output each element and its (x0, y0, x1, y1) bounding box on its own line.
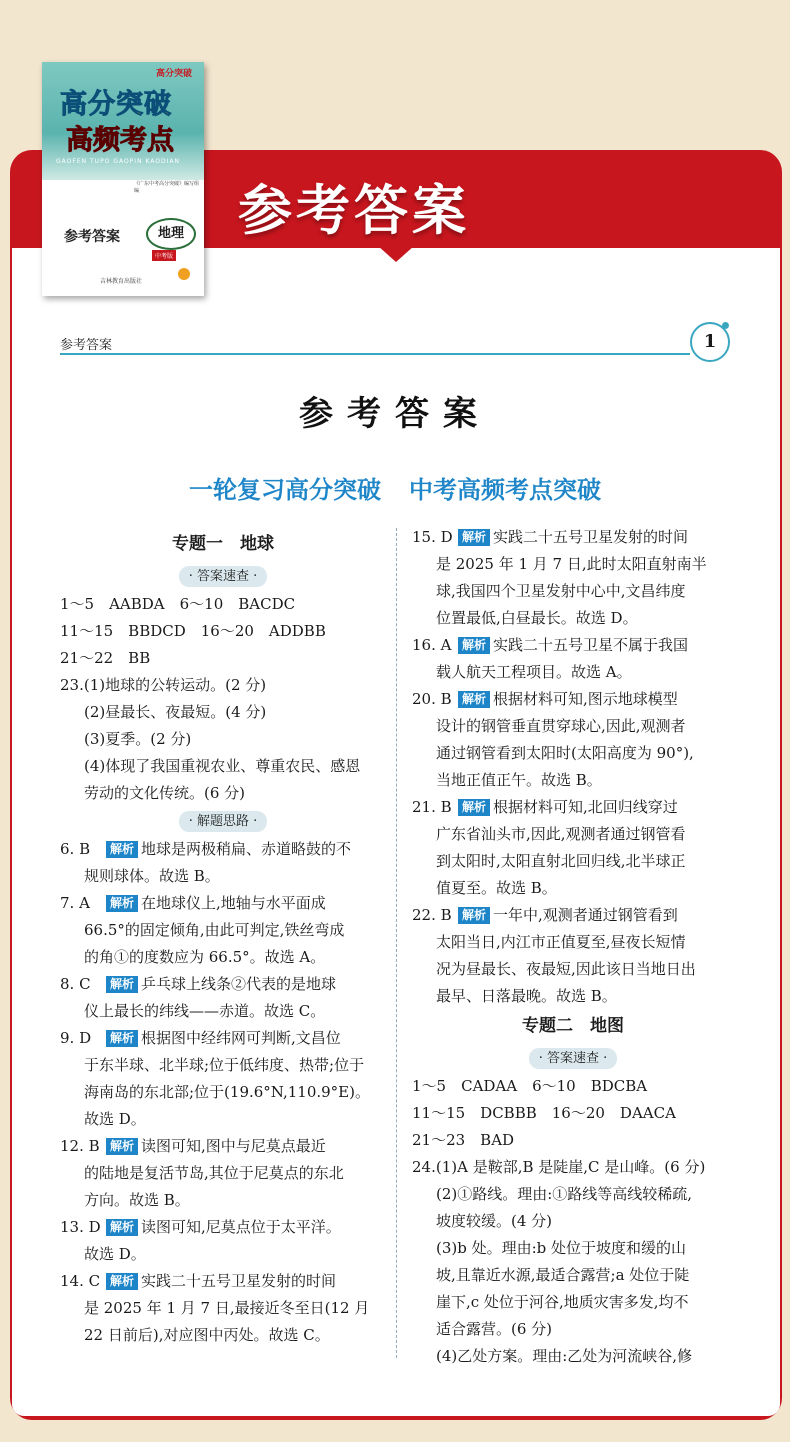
cover-editor: 《广东中考高分突破》编写组 编 (134, 181, 200, 194)
analysis-tag: 解析 (106, 841, 138, 858)
explanation-first-line (60, 1214, 386, 1241)
analysis-tag: 解析 (106, 1138, 138, 1155)
explanation-text: 设计的钢管垂直贯穿球心,因此,观测者 (436, 717, 686, 735)
explanation-first-line (412, 632, 734, 659)
explanation-item (412, 794, 734, 902)
explanation-first-line (60, 1133, 386, 1160)
page-dot-icon (722, 322, 729, 329)
question-number: 9. D (60, 1029, 92, 1047)
cover-seal-icon (178, 268, 190, 280)
explanation-text: 太阳当日,内江市正值夏至,昼夜长短情 (436, 933, 686, 951)
explanation-text: 在地球仪上,地轴与水平面成 (141, 894, 326, 912)
quick-answer-line: 1～5 AABDA 6～10 BACDC (60, 595, 296, 613)
answer-text: (2)昼最长、夜最短。(4 分) (84, 703, 267, 721)
cover-answer-label: 参考答案 (64, 229, 120, 245)
question-number: 20. B (412, 690, 452, 708)
explanation-text: 通过钢管看到太阳时(太阳高度为 90°), (436, 744, 694, 762)
explanation-text: 况为昼最长、夜最短,因此该日当地日出 (436, 960, 696, 978)
explanation-text: 66.5°的固定倾角,由此可判定,铁丝弯成 (84, 921, 345, 939)
explanation-text: 读图可知,尼莫点位于太平洋。 (141, 1218, 341, 1236)
explanation-text: 载人航天工程项目。故选 A。 (436, 663, 632, 681)
explanation-text: 实践二十五号卫星不属于我国 (493, 636, 689, 654)
explanation-text: 故选 D。 (84, 1110, 146, 1128)
page-title: 参考答案 (299, 394, 491, 434)
answer-text: (2)①路线。理由:①路线等高线较稀疏, (436, 1185, 693, 1203)
explanation-text: 根据图中经纬网可判断,文昌位 (141, 1029, 341, 1047)
question-number: 23. (60, 676, 84, 694)
question-number: 16. A (412, 636, 452, 654)
subtitle (0, 470, 790, 505)
explanation-text: 当地正值正午。故选 B。 (436, 771, 602, 789)
quick-answer-line: 21～23 BAD (412, 1131, 515, 1149)
answer-text: (4)体现了我国重视农业、尊重农民、感恩 (84, 757, 361, 775)
analysis-tag: 解析 (458, 799, 490, 816)
right-column (412, 524, 734, 1370)
question-number: 6. B (60, 840, 91, 858)
explanation-text: 到太阳时,太阳直射北回归线,北半球正 (436, 852, 686, 870)
quick-answer-line: 1～5 CADAA 6～10 BDCBA (412, 1077, 648, 1095)
question-number: 21. B (412, 798, 452, 816)
explanation-text: 读图可知,图中与尼莫点最近 (141, 1137, 326, 1155)
explanation-text: 根据材料可知,北回归线穿过 (493, 798, 678, 816)
quick-answer-line: 21～22 BB (60, 649, 151, 667)
explanation-text: 实践二十五号卫星发射的时间 (141, 1272, 337, 1290)
cover-edition: 中考版 (152, 250, 176, 261)
question-number: 22. B (412, 906, 452, 924)
analysis-tag: 解析 (458, 691, 490, 708)
question-23 (60, 672, 386, 699)
answer-text: 坡度较缓。(4 分) (436, 1212, 553, 1230)
section-title: 专题一 地球 (172, 534, 274, 554)
explanation-text: 是 2025 年 1 月 7 日,此时太阳直射南半 (436, 555, 707, 573)
explanation-text: 最早、日落最晚。故选 B。 (436, 987, 617, 1005)
explanation-list (60, 836, 386, 1349)
answer-text: (1)地球的公转运动。(2 分) (83, 676, 267, 694)
explanation-item (60, 1214, 386, 1268)
badge-solution-ideas: · 解题思路 · (179, 811, 268, 832)
answer-text: 崖下,c 处位于河谷,地质灾害多发,均不 (436, 1293, 689, 1311)
explanation-text: 球,我国四个卫星发射中心中,文昌纬度 (436, 582, 686, 600)
explanation-first-line (60, 971, 386, 998)
answer-text: 劳动的文化传统。(6 分) (84, 784, 246, 802)
analysis-tag: 解析 (106, 976, 138, 993)
cover-title-line1: 高分突破 (60, 89, 172, 120)
section-title: 专题二 地图 (522, 1016, 624, 1036)
question-24 (412, 1154, 734, 1181)
analysis-tag: 解析 (458, 637, 490, 654)
explanation-item (412, 902, 734, 1010)
subtitle-left: 一轮复习高分突破 (189, 476, 381, 504)
analysis-tag: 解析 (458, 907, 490, 924)
cover-subject: 地理 (146, 218, 196, 250)
explanation-text: 位置最低,白昼最长。故选 D。 (436, 609, 638, 627)
question-number: 7. A (60, 894, 90, 912)
explanation-item (60, 1268, 386, 1349)
explanation-item (60, 1025, 386, 1133)
question-number: 8. C (60, 975, 91, 993)
subtitle-right: 中考高频考点突破 (409, 476, 601, 504)
question-number: 13. D (60, 1218, 101, 1236)
explanation-text: 是 2025 年 1 月 7 日,最接近冬至日(12 月 (84, 1299, 370, 1317)
answer-text: 坡,且靠近水源,最适合露营;a 处位于陡 (436, 1266, 690, 1284)
page-number: 1 (690, 322, 730, 362)
answer-text: 适合露营。(6 分) (436, 1320, 553, 1338)
analysis-tag: 解析 (106, 1273, 138, 1290)
question-number: 15. D (412, 528, 453, 546)
explanation-text: 一年中,观测者通过钢管看到 (493, 906, 678, 924)
explanation-first-line (412, 794, 734, 821)
explanation-text: 的角①的度数应为 66.5°。故选 A。 (84, 948, 326, 966)
explanation-text: 乒乓球上线条②代表的是地球 (141, 975, 337, 993)
explanation-item (412, 686, 734, 794)
explanation-text: 根据材料可知,图示地球模型 (493, 690, 678, 708)
book-cover (42, 62, 204, 296)
explanation-list (412, 524, 734, 1010)
answer-text: (3)b 处。理由:b 处位于坡度和缓的山 (436, 1239, 687, 1257)
banner-title: 参考答案 (238, 179, 470, 242)
explanation-text: 海南岛的东北部;位于(19.6°N,110.9°E)。 (84, 1083, 370, 1101)
explanation-text: 值夏至。故选 B。 (436, 879, 557, 897)
explanation-item (60, 971, 386, 1025)
analysis-tag: 解析 (458, 529, 490, 546)
explanation-item (412, 632, 734, 686)
running-header: 参考答案 (60, 338, 113, 353)
explanation-first-line (60, 1025, 386, 1052)
analysis-tag: 解析 (106, 1219, 138, 1236)
answer-text: (1)A 是鞍部,B 是陡崖,C 是山峰。(6 分) (435, 1158, 706, 1176)
quick-answer-line: 11～15 DCBBB 16～20 DAACA (412, 1104, 676, 1122)
explanation-text: 实践二十五号卫星发射的时间 (493, 528, 689, 546)
quick-answer-line: 11～15 BBDCD 16～20 ADDBB (60, 622, 326, 640)
explanation-text: 故选 D。 (84, 1245, 146, 1263)
explanation-text: 于东半球、北半球;位于低纬度、热带;位于 (84, 1056, 365, 1074)
answer-text: (4)乙处方案。理由:乙处为河流峡谷,修 (436, 1347, 693, 1365)
cover-press: 吉林教育出版社 (100, 278, 143, 285)
badge-quick-answers: · 答案速查 · (529, 1048, 618, 1069)
cover-logo: 高分突破 (156, 69, 193, 79)
explanation-text: 方向。故选 B。 (84, 1191, 190, 1209)
question-number: 24. (412, 1158, 436, 1176)
explanation-first-line (60, 1268, 386, 1295)
explanation-text: 规则球体。故选 B。 (84, 867, 220, 885)
analysis-tag: 解析 (106, 1030, 138, 1047)
explanation-item (60, 1133, 386, 1214)
explanation-first-line (60, 836, 386, 863)
explanation-text: 22 日前后),对应图中丙处。故选 C。 (84, 1326, 330, 1344)
explanation-item (60, 890, 386, 971)
analysis-tag: 解析 (106, 895, 138, 912)
explanation-item (60, 836, 386, 890)
left-column (60, 528, 386, 1349)
header-rule (60, 353, 690, 355)
explanation-text: 的陆地是复活节岛,其位于尼莫点的东北 (84, 1164, 344, 1182)
explanation-item (412, 524, 734, 632)
answer-text: (3)夏季。(2 分) (84, 730, 192, 748)
explanation-text: 仪上最长的纬线——赤道。故选 C。 (84, 1002, 326, 1020)
cover-pinyin: GAOFEN TUPO GAOPIN KAODIAN (56, 158, 181, 165)
badge-quick-answers: · 答案速查 · (179, 566, 268, 587)
question-number: 14. C (60, 1272, 101, 1290)
explanation-text: 地球是两极稍扁、赤道略鼓的不 (141, 840, 352, 858)
explanation-first-line (412, 524, 734, 551)
explanation-first-line (412, 902, 734, 929)
question-number: 12. B (60, 1137, 100, 1155)
explanation-first-line (60, 890, 386, 917)
column-divider (396, 528, 397, 1358)
explanation-text: 广东省汕头市,因此,观测者通过钢管看 (436, 825, 686, 843)
cover-title-line2: 高频考点 (66, 125, 174, 156)
banner-notch (378, 246, 414, 262)
explanation-first-line (412, 686, 734, 713)
